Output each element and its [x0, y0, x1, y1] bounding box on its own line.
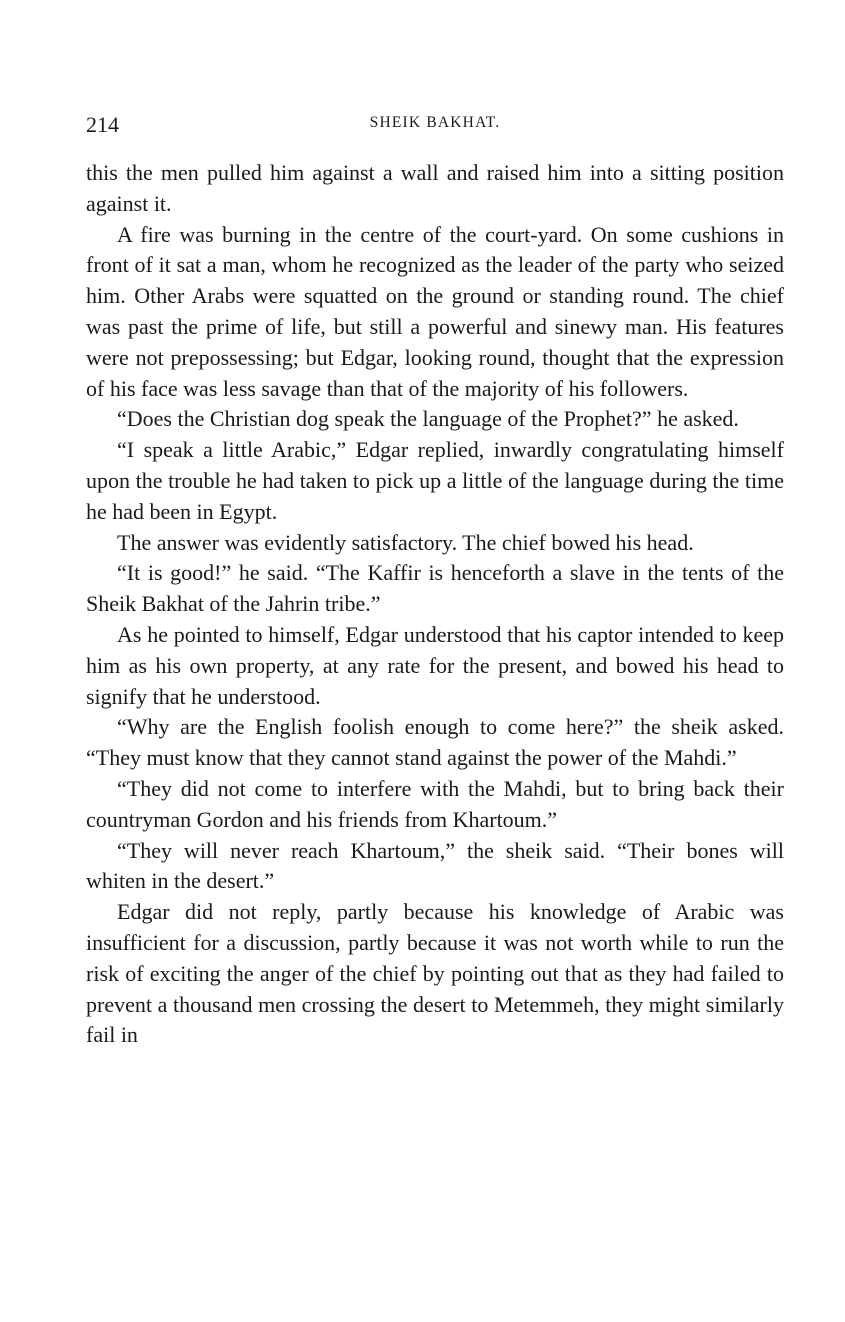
paragraph: “Does the Christian dog speak the language of the Prophet?” he asked. [117, 406, 739, 432]
paragraph: Edgar did not reply, partly because his knowledge of Arabic was insufficient for a discussion, partly because it was not worth while to run the risk of exciting the anger of the chief by pointing out that as they had failed to prevent a thousand men crossing the desert to Metemmeh, they might similarly fail in [86, 899, 784, 1048]
running-head [86, 112, 784, 146]
body-text [86, 158, 784, 1051]
paragraph: A fire was burning in the centre of the court-yard. On some cushions in front of it sat a man, whom he recognized as the leader of the party who seized him. Other Arabs were squatted on the ground or standing round. The chief was past the prime of life, but still a powerful and sinewy man. His features were not prepossessing; but Edgar, looking round, thought that the expression of his face was less savage than that of the majority of his followers. [86, 221, 784, 401]
paragraph-continued: this the men pulled him against a wall and raised him into a sitting position against it. [86, 160, 784, 216]
paragraph: “They did not come to interfere with the Mahdi, but to bring back their countryman Gordon and his friends from Khartoum.” [86, 775, 784, 832]
paragraph: “I speak a little Arabic,” Edgar replied, inwardly congratulating himself upon the trouble he had taken to pick up a little of the language during the time he had been in Egypt. [86, 437, 784, 524]
paragraph: “Why are the English foolish enough to come here?” the sheik asked. “They must know that they cannot stand against the power of the Mahdi.” [86, 714, 784, 771]
paragraph: “It is good!” he said. “The Kaffir is henceforth a slave in the tents of the Sheik Bakhat of the Jahrin tribe.” [86, 560, 784, 617]
paragraph: As he pointed to himself, Edgar understood that his captor intended to keep him as his own property, at any rate for the present, and bowed his head to signify that he understood. [86, 621, 784, 709]
paragraph: “They will never reach Khartoum,” the sheik said. “Their bones will whiten in the desert.” [86, 837, 784, 894]
page-number: 214 [86, 112, 119, 137]
book-page [86, 112, 784, 1051]
running-title: SHEIK BAKHAT. [369, 114, 501, 131]
paragraph: The answer was evidently satisfactory. The chief bowed his head. [117, 529, 694, 555]
